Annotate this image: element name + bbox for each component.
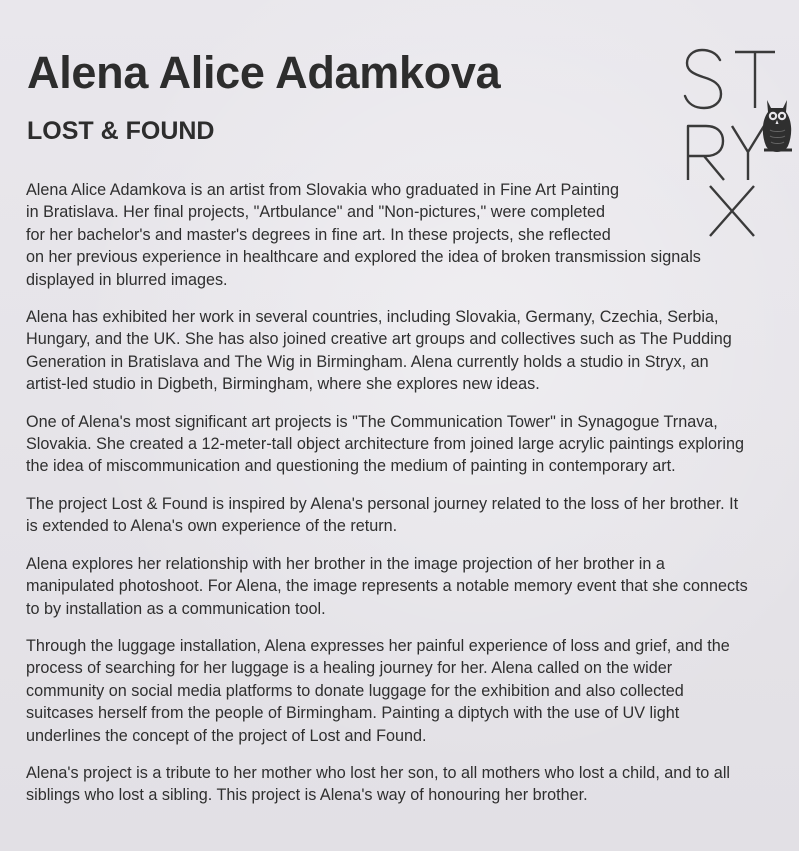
paragraph-exhibitions: Alena has exhibited her work in several countries, including Slovakia, Germany, Czechia, Serbia, Hungary, and the UK. She has also joined creative art groups and collectives such as The Pudding Generation in Bratislava and The Wig in Birmingham. Alena currently holds a studio in Stryx, an artist-led studio in Digbeth, Birmingham, where she explores new ideas. — [26, 308, 732, 394]
paragraph-intro: Alena Alice Adamkova is an artist from Slovakia who graduated in Fine Art Painting in Bratislava. Her final projects, "Artbulance" and "Non-pictures," were completed for her bachelor's and master's degrees in fine art. In these projects, she reflected on her previous experience in healthcare and explored the idea of broken transmission signals displayed in blurred images. — [26, 181, 701, 289]
artist-name: Alena Alice Adamkova — [27, 47, 501, 98]
paragraph-luggage-installation: Through the luggage installation, Alena expresses her painful experience of loss and grief, and the process of searching for her luggage is a healing journey for her. Alena called on the wider community on social media platforms to donate luggage for the exhibition and also collected suitcases herself from the people of Birmingham. Painting a diptych with the use of UV light underlines the concept of the project of Lost and Found. — [26, 636, 730, 745]
paragraph-project-inspiration: The project Lost & Found is inspired by Alena's personal journey related to the loss of her brother. It is extended to Alena's own experience of the return. — [26, 494, 739, 536]
owl-icon — [763, 100, 792, 152]
biography-text — [26, 179, 786, 822]
paragraph-image-projection: Alena explores her relationship with her brother in the image projection of her brother in a manipulated photoshoot. For Alena, the image represents a notable memory event that she connects to by installation as a communication tool. — [26, 554, 748, 618]
paragraph-communication-tower: One of Alena's most significant art projects is "The Communication Tower" in Synagogue Trnava, Slovakia. She created a 12-meter-tall object architecture from joined large acrylic paintings exploring the idea of miscommunication and questioning the medium of painting in contemporary art. — [26, 412, 745, 476]
paragraph-tribute: Alena's project is a tribute to her mother who lost her son, to all mothers who lost a child, and to all siblings who lost a sibling. This project is Alena's way of honouring her brother. — [26, 763, 731, 805]
exhibition-title: LOST & FOUND — [27, 117, 215, 145]
